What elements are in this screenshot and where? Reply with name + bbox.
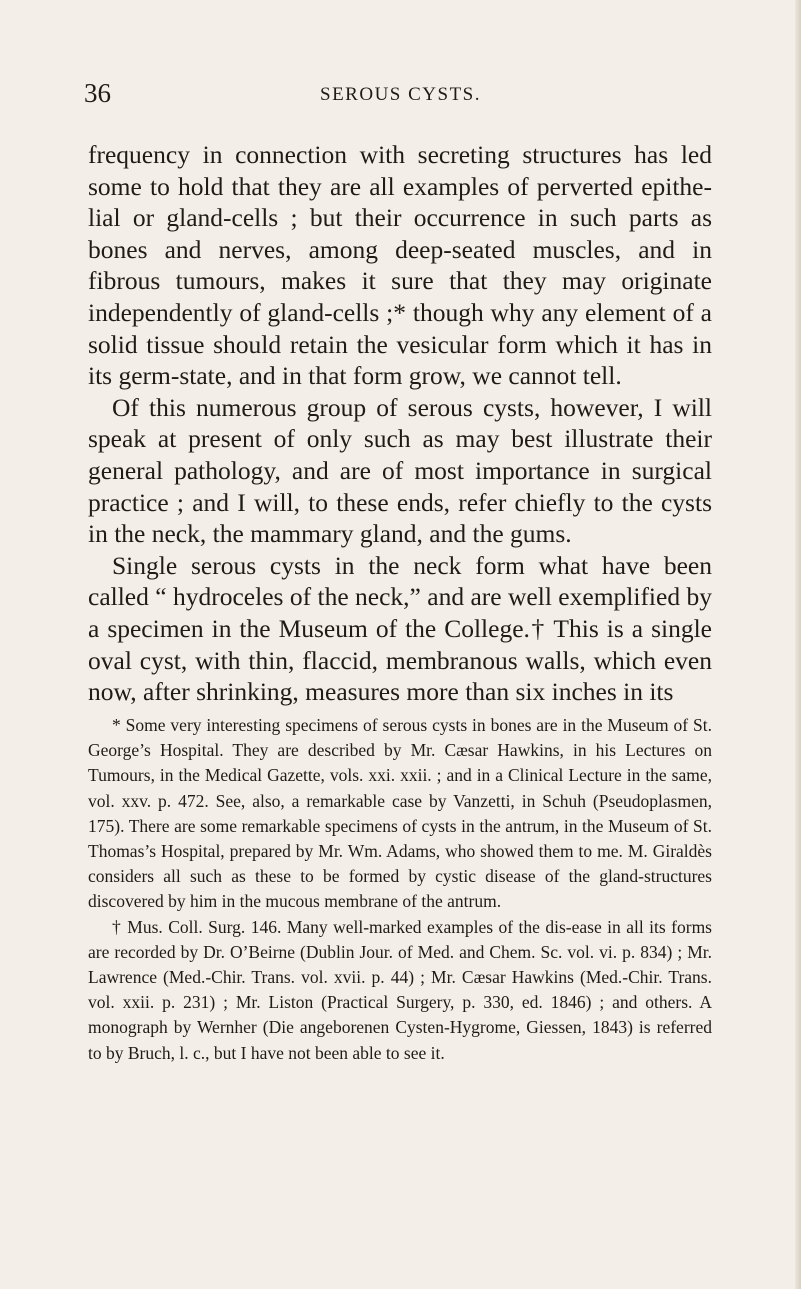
body-paragraph-1: frequency in connection with secreting structures has led some to hold that they are all examples of perverted epithe-lial or gland-cells ; but their occurrence in such parts as bones and nerves, among deep-seated muscles, and in fibrous tumours, makes it sure that they may originate independently of gland-cells ;* though why any element of a solid tissue should retain the vesicular form which it has in its germ-state, and in that form grow, we cannot tell. — [88, 140, 712, 391]
footnote-dagger: † Mus. Coll. Surg. 146. Many well-marked examples of the dis-ease in all its forms are recorded by Dr. O’Beirne (Dublin Jour. of Med. and Chem. Sc. vol. vi. p. 834) ; Mr. Lawrence (Med.-Chir. Trans. vol. xvii. p. 44) ; Mr. Cæsar Hawkins (Med.-Chir. Trans. vol. xxii. p. 231) ; Mr. Liston (Practical Surgery, p. 330, ed. 1846) ; and others. A monograph by Wernher (Die angeborenen Cysten-Hygrome, Giessen, 1843) is referred to by Bruch, l. c., but I have not been able to see it. — [88, 916, 712, 1063]
page-header — [0, 78, 801, 108]
footnotes — [88, 713, 712, 1066]
body-text — [88, 139, 712, 708]
body-paragraph-3: Single serous cysts in the neck form what have been called “ hydroceles of the neck,” and are well exemplified by a specimen in the Museum of the College.† This is a single oval cyst, with thin, flaccid, membranous walls, which even now, after shrinking, measures more than six inches in its — [88, 550, 712, 707]
page-edge-shadow — [795, 0, 801, 1289]
running-head: SEROUS CYSTS. — [320, 84, 481, 105]
page-number: 36 — [84, 78, 111, 108]
body-paragraph-2: Of this numerous group of serous cysts, however, I will speak at present of only such as may best illustrate their general pathology, and are of most importance in surgical practice ; and I will, to these ends, refer chiefly to the cysts in the neck, the mammary gland, and the gums. — [88, 392, 712, 549]
footnote-asterisk: * Some very interesting specimens of serous cysts in bones are in the Museum of St. George’s Hospital. They are described by Mr. Cæsar Hawkins, in his Lectures on Tumours, in the Medical Gazette, vols. xxi. xxii. ; and in a Clinical Lecture in the same, vol. xxv. p. 472. See, also, a remarkable case by Vanzetti, in Schuh (Pseudoplasmen, 175). There are some remarkable specimens of cysts in the antrum, in the Museum of St. Thomas’s Hospital, prepared by Mr. Wm. Adams, who showed them to me. M. Giraldès considers all such as these to be formed by cystic disease of the gland-structures discovered by him in the mucous membrane of the antrum. — [88, 715, 712, 912]
